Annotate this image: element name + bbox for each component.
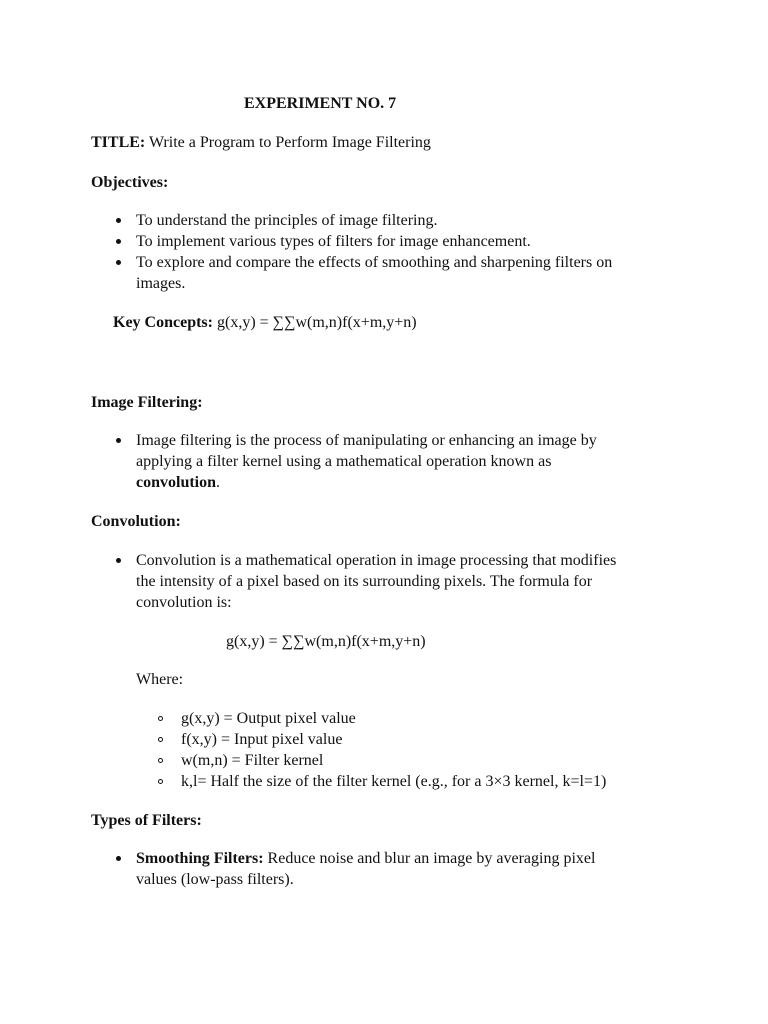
convolution-formula: g(x,y) = ∑∑w(m,n)f(x+m,y+n) [226, 633, 426, 650]
bullet-icon [116, 239, 121, 244]
smoothing-filters-text: Reduce noise and blur an image by averaging pixel [267, 850, 596, 867]
circle-bullet-icon [158, 737, 163, 742]
types-heading: Types of Filters: [91, 812, 202, 829]
objectives-heading: Objectives: [91, 174, 169, 191]
title-line [91, 133, 431, 153]
where-item: w(m,n) = Filter kernel [181, 752, 324, 769]
where-item: f(x,y) = Input pixel value [181, 731, 343, 748]
objective-item: To implement various types of filters for image enhancement. [136, 233, 531, 250]
convolution-text: the intensity of a pixel based on its surrounding pixels. The formula for [136, 573, 593, 590]
key-concepts-line [113, 313, 417, 333]
image-filtering-heading: Image Filtering: [91, 394, 203, 411]
bullet-icon [116, 260, 121, 265]
objective-item-continued: images. [136, 275, 186, 292]
image-filtering-text: Image filtering is the process of manipulating or enhancing an image by [136, 432, 597, 449]
key-concepts-label: Key Concepts: [113, 314, 213, 331]
bullet-icon [116, 856, 121, 861]
convolution-term: convolution [136, 474, 217, 491]
title-label: TITLE: [91, 134, 146, 151]
bullet-icon [116, 218, 121, 223]
circle-bullet-icon [158, 716, 163, 721]
where-item: k,l= Half the size of the filter kernel (e.g., for a 3×3 kernel, k=l=1) [181, 773, 607, 790]
circle-bullet-icon [158, 779, 163, 784]
where-item: g(x,y) = Output pixel value [181, 710, 356, 727]
convolution-text: Convolution is a mathematical operation in image processing that modifies [136, 552, 617, 569]
title-text: Write a Program to Perform Image Filtering [148, 134, 431, 151]
image-filtering-text-end [136, 473, 220, 493]
smoothing-filters-line [136, 849, 595, 869]
bullet-icon [116, 558, 121, 563]
convolution-text: convolution is: [136, 594, 232, 611]
smoothing-filters-text-continued: values (low-pass filters). [136, 871, 294, 888]
where-label: Where: [136, 671, 184, 688]
image-filtering-text: applying a filter kernel using a mathematical operation known as [136, 453, 552, 470]
objective-item: To understand the principles of image filtering. [136, 212, 438, 229]
experiment-heading: EXPERIMENT NO. 7 [244, 95, 397, 112]
sentence-end: . [216, 474, 221, 491]
circle-bullet-icon [158, 758, 163, 763]
bullet-icon [116, 438, 121, 443]
objective-item: To explore and compare the effects of smoothing and sharpening filters on [136, 254, 613, 271]
key-concepts-formula: g(x,y) = ∑∑w(m,n)f(x+m,y+n) [216, 314, 417, 331]
convolution-heading: Convolution: [91, 513, 181, 530]
smoothing-filters-label: Smoothing Filters: [136, 850, 264, 867]
